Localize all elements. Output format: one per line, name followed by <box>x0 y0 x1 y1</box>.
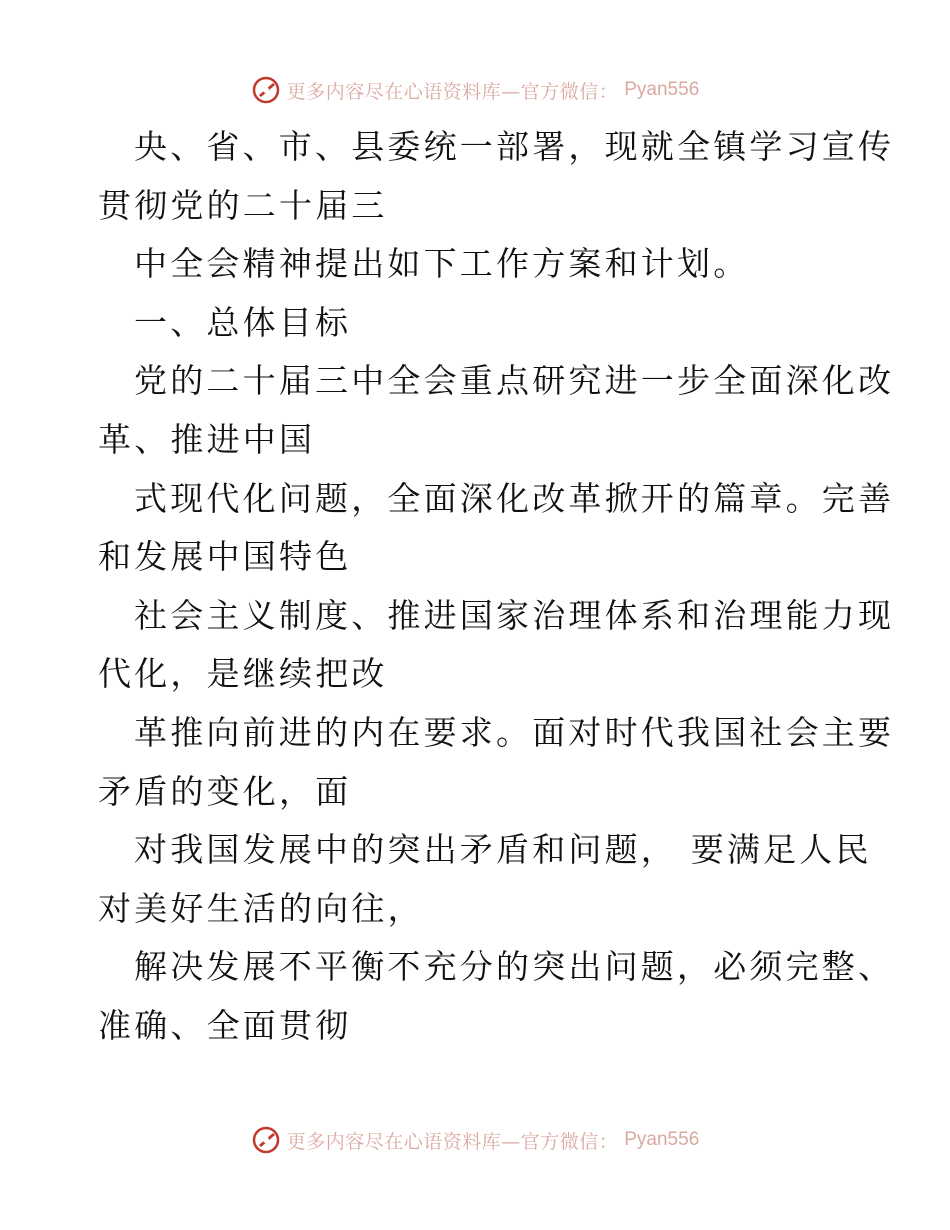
paragraph-line: 贯彻党的二十届三 <box>98 185 388 225</box>
paragraph <box>0 235 950 294</box>
paragraph-line: 准确、全面贯彻 <box>98 1005 352 1045</box>
paragraph-line: 矛盾的变化，面 <box>98 771 352 811</box>
watermark-wechat-id: Pyan556 <box>624 79 700 100</box>
header-watermark <box>0 70 950 110</box>
paragraph-line: 革推向前进的内在要求。面对时代我国社会主要 <box>134 712 895 752</box>
paragraph-line: 党的二十届三中全会重点研究进一步全面深化改 <box>134 361 895 401</box>
paragraph <box>0 470 950 587</box>
logo-icon <box>251 1125 281 1155</box>
paragraph-line: 对我国发展中的突出矛盾和问题， 要满足人民 <box>134 830 872 870</box>
watermark-text: 更多内容尽在心语资料库—官方微信： <box>286 80 619 103</box>
paragraph-line: 中全会精神提出如下工作方案和计划。 <box>134 244 750 284</box>
watermark-text: 更多内容尽在心语资料库—官方微信： <box>286 1130 619 1153</box>
paragraph-line: 对美好生活的向往， <box>98 888 424 928</box>
document-body <box>0 118 950 1056</box>
footer-watermark <box>0 1120 950 1160</box>
watermark-wechat-id: Pyan556 <box>624 1129 700 1150</box>
paragraph-line: 和发展中国特色 <box>98 537 352 577</box>
paragraph <box>0 821 950 938</box>
paragraph-line: 央、省、市、县委统一部署，现就全镇学习宣传 <box>134 127 895 166</box>
paragraph-line: 社会主义制度、推进国家治理体系和治理能力现 <box>134 595 895 635</box>
paragraph-line: 解决发展不平衡不充分的突出问题，必须完整、 <box>134 947 895 987</box>
paragraph <box>0 938 950 1055</box>
paragraph <box>0 118 950 235</box>
paragraph <box>0 587 950 704</box>
logo-icon <box>251 75 281 105</box>
section-heading <box>0 294 950 353</box>
paragraph-line: 代化，是继续把改 <box>98 654 388 694</box>
section-heading-text: 一、总体目标 <box>134 302 352 342</box>
paragraph-line: 革、推进中国 <box>98 419 316 459</box>
paragraph <box>0 352 950 469</box>
paragraph-line: 式现代化问题，全面深化改革掀开的篇章。完善 <box>134 478 895 518</box>
paragraph <box>0 704 950 821</box>
